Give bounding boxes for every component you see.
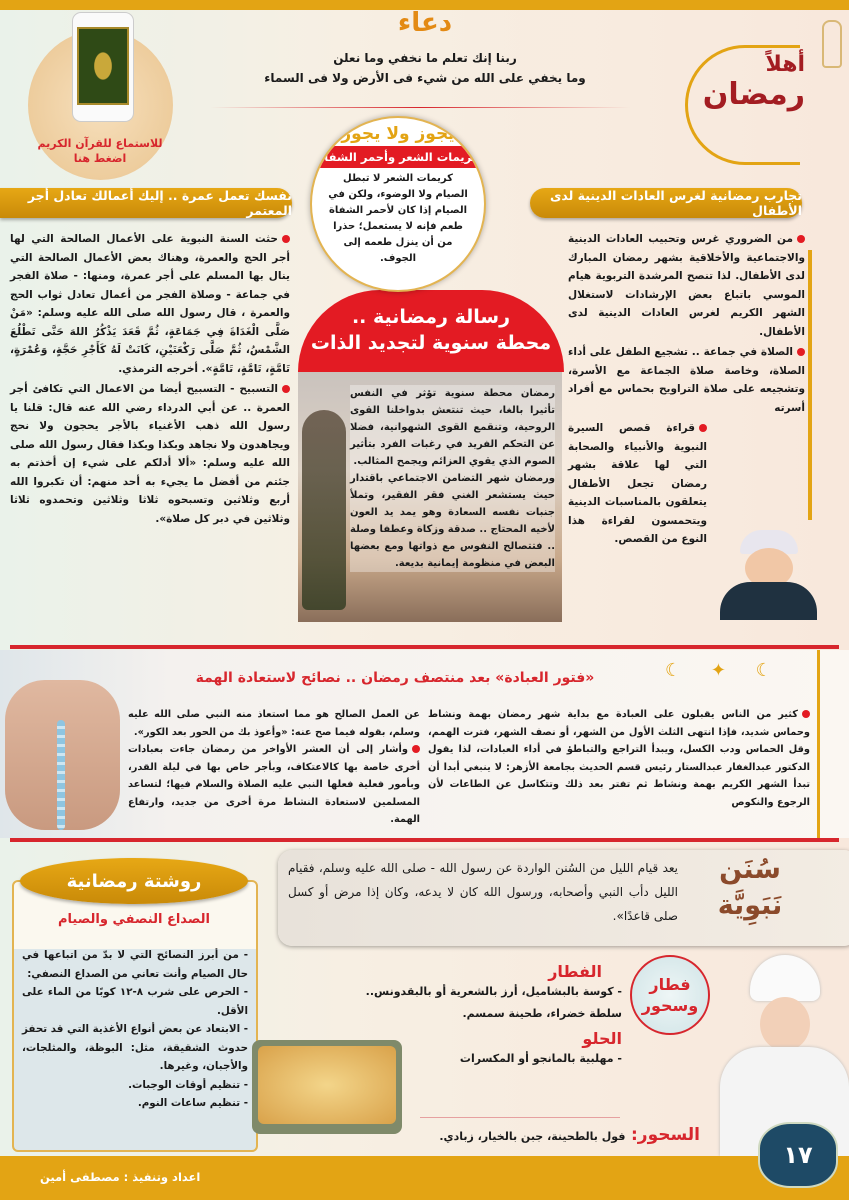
roshta-title: روشتة رمضانية (20, 858, 248, 904)
paragraph: رمضان محطة سنوية تؤثر في النفس تأثيرا بالغا، حيث تنتعش بدواخلنا القوى الروحية، وتنقمع القوى الشهوانية، فضلا عن التحكم الفريد في رغبات الفرد بتأثير الصوم الذي يقوي العزائم ويجمح المثالب. (350, 388, 555, 467)
badge-line1: فطار (649, 975, 691, 994)
menu-list (320, 962, 622, 1070)
duaa-line: ربنا إنك تعلم ما نخفي وما نعلن (333, 51, 517, 65)
bullet-icon (802, 710, 810, 718)
duaa-title: دعاء (397, 8, 453, 38)
center-title-line2: محطة سنوية لتجديد الذات (310, 332, 552, 354)
sohour-title: السحور: (630, 1125, 700, 1145)
badge-line2: وسحور (641, 996, 699, 1015)
roshta-item: - تنظيم ساعات النوم. (137, 1097, 248, 1109)
sunan-title-line2: نَبَوِيَّة (717, 890, 783, 921)
paragraph: من الضروري غرس وتحبيب العادات الدينية والاجتماعية والأخلاقية بشهر رمضان المبارك لدى الأطفال. لذا تنصح المرشدة التربوية هيام الموسي باتباع بعض الإرشادات لاستغلال الشهر الكريم لغرس العادات الدينية لدى الأطفال. (568, 233, 805, 338)
quran-label: للاستماع للقرآن الكريم (37, 137, 163, 150)
fotour-right-column: كثير من الناس يقبلون على العبادة مع بداية شهر رمضان بهمة ونشاط وحماس شديد، فإذا انتهى الثلث الأول من الشهر، أو نصف الشهر، فترت الهمم، وقل الحماس ودب الكسل، ويبدأ التراجع والتباطؤ في أداء العبادات، لذا يقول الدكتور عبدالغفار عبدالستار رئيس قسم الحديث بجامعة الأزهر: لا ينبغي أبدا أن تبدأ الشهر الكريم بهمة ونشاط ثم تفتر بعد ذلك وتتكاسل عن الطاعات لأن الرجوع والنكوص (428, 709, 810, 808)
quran-link[interactable] (30, 136, 170, 166)
woman-silhouette (302, 410, 346, 610)
lantern-icon (822, 20, 842, 68)
yajuz-title: يجوز ولا يجوز (341, 124, 455, 144)
welcome-line1: أهلاً (765, 52, 805, 77)
left-article-title: نفسك تعمل عمرة .. إليك أعمالك تعادل أجر المعتمر (0, 188, 292, 218)
sunan-title-line1: سُنَن (719, 854, 781, 885)
welcome-line2: رمضان (702, 77, 805, 112)
center-article-body (350, 385, 555, 572)
paragraph: وأشار إلى أن العشر الأواخر من رمضان جاءت بعبادات أخرى خاصة بها كالاعتكاف، وبأجر خاص بها في ليلة القدر، وبأمور فعلية فعلها النبي عليه الصلاة والسلام فيها؛ لتساعد المسلمين لاستعادة النشاط مرة أخرى من جديد، وارتفاع الهمة. (128, 744, 420, 825)
duaa-line: وما يخفي على الله من شيء فى الأرض ولا فى السماء (264, 71, 586, 85)
footer-credit: اعداد وتنفيذ : مصطفى أمين (40, 1170, 201, 1184)
lanterns-icon: ☾ ✦ ☾ (665, 660, 784, 681)
fitar-text: سلطة خضراء، طحينة سمسم. (462, 1007, 622, 1020)
sunan-body: يعد قيام الليل من السُنن الواردة عن رسول الله - صلى الله عليه وسلم، فقيام الليل دأب النبي وأصحابه، ورسول الله كان لا يدعه، وكان إذا مرض أو كسل صلى قاعدًا». (288, 861, 678, 923)
helw-title: الحلو (582, 1029, 622, 1048)
fotour-title: «فتور العبادة» بعد منتصف رمضان .. نصائح لاستعادة الهمة (195, 670, 595, 686)
right-article-title: تجارب رمضانية لغرس العادات الدينية لدى الأطفال (530, 188, 802, 218)
hand-prayer-beads-image (5, 680, 120, 830)
bullet-icon (412, 745, 420, 753)
bullet-icon (282, 235, 290, 243)
fitar-text: - كوسة بالبشاميل، أرز بالشعرية أو بالبقدونس.. (365, 985, 622, 998)
center-title-line1: رسالة رمضانية .. (351, 306, 511, 328)
welcome-logo (695, 52, 805, 113)
paragraph: حثت السنة النبوية على الأعمال الصالحة التي لها أجر الحج والعمرة، وهناك بعض الأعمال الصالحة التي ينال بها المسلم على أجر عمرة، ومنها: - صلاة الفجر في جماعة - وصلاة الفجر من أعمال تعادل ثواب الحج والعمرة ، قال رسول الله صلى الله عليه وسلم: «مَنْ صَلَّى الْغَدَاةَ فِي جَمَاعَةٍ، ثُمَّ قَعَدَ يَذْكُرُ اللهَ حَتَّى تَطْلُعَ الشَّمْسُ، ثُمَّ صَلَّى رَكْعَتَيْنِ، كَانَتْ لَهُ كَأَجْرِ حَجَّةٍ، وَعُمْرَةٍ، تَامَّةٍ، تَامَّةٍ، تَامَّةٍ». أخرجه الترمذي. (10, 233, 290, 375)
bullet-icon (282, 385, 290, 393)
sohour-line (405, 1125, 700, 1145)
phone-image[interactable] (72, 12, 134, 122)
vertical-accent (808, 250, 812, 520)
right-article-body (568, 230, 805, 549)
bullet-icon (797, 348, 805, 356)
fitar-title: الفطار (548, 962, 602, 981)
yajuz-subtitle: كريمات الشعر وأحمر الشفاة (312, 146, 484, 168)
vertical-accent (817, 650, 820, 838)
paragraph: قراءة قصص السيرة النبوية والأنبياء والصحابة التي لها علاقة بشهر رمضان تجعل الأطفال يتعلقون بالمناسبات الدينية ويتحمسون لقراءة هذا النوع من القصص. (568, 422, 707, 545)
sunan-title (690, 852, 810, 924)
yajuz-body: كريمات الشعر لا تبطل الصيام ولا الوضوء، ولكن في الصيام إذا كان لأحمر الشفاة طعم فإنه لا يستعمل؛ حذرا من أن ينزل طعمه إلى الجوف. (328, 173, 468, 264)
paragraph: التسبيح - التسبيح أيضا من الاعمال التي تكافئ أجر العمرة .. عن أبي الدرداء رضي الله عنه قال: قلنا يا رسول الله ذهب الأغنياء بالأجر يحجون ولا نحج ويجاهدون ولا نجاهد وبكذا وبكذا فقال رسول الله صلى الله عليه وسلم: «ألا أدلكم على شيء إن أخذتم به جئتم من أفضل ما يجيء به أحد منهم: أن تكبروا الله أربع وثلاثين وتسبحوه ثلاثا وثلاثين وتحمدوه ثلاثا وثلاثين في دبر كل صلاة». (10, 383, 290, 525)
helw-text: - مهلبية بالمانجو أو المكسرات (459, 1052, 622, 1065)
center-title-banner (298, 290, 564, 372)
quran-icon (77, 27, 129, 105)
quran-click-label: اضغط هنا (73, 152, 127, 165)
left-article-body (10, 230, 290, 528)
roshta-item: - الابتعاد عن بعض أنواع الأغذية التي قد تحفز حدوث الشقيقة، مثل: البوظة، والمثلجات، والأجبان، وغيرها. (22, 1023, 248, 1072)
divider (210, 107, 630, 108)
divider (420, 1117, 620, 1118)
roshta-item: - تنظيم أوقات الوجبات. (128, 1078, 248, 1091)
duaa-text (230, 48, 620, 88)
divider (10, 838, 839, 842)
roshta-list (22, 946, 248, 1113)
paragraph: عن العمل الصالح هو مما استعاذ منه النبي صلى الله عليه وسلم، بقوله فيما صح عنه: «وأعوذ بك من الحور بعد الكور». (128, 709, 420, 738)
fotour-left-column (128, 706, 420, 829)
bullet-icon (699, 424, 707, 432)
roshta-subtitle: الصداع النصفي والصيام (58, 912, 210, 927)
paragraph: الصلاة في جماعة .. تشجيع الطفل على أداء الصلاة، وخاصة صلاة الجماعة مع الأسرة، وتشجيعه على صلاة التراويح بحماس مع أفراد أسرته (568, 346, 805, 414)
roshta-item: - من أبرز النصائح التي لا بدّ من اتباعها في حال الصيام وأنت تعاني من الصداع النصفي: (22, 949, 248, 980)
paragraph: ورمضان شهر التضامن الاجتماعي باقتدار حيث يستشعر الغني فقر الفقير، وتملأ جنبات نفسه السعادة وهو يمد يد العون لأخيه المحتاج .. صدقة وزكاة وعطفا وصلة .. فتتصالح النفوس مع ذواتها ومع بعضها البعض في منظومة إيمانية بديعة. (350, 473, 555, 569)
yajuz-circle (310, 116, 486, 292)
sohour-text: فول بالطحينة، جبن بالخيار، زبادي. (439, 1130, 626, 1143)
divider (10, 645, 839, 649)
fitar-sohour-badge (630, 955, 710, 1035)
roshta-item: - الحرص على شرب ٨-١٢ كوبًا من الماء على الأقل. (22, 986, 248, 1017)
bullet-icon (797, 235, 805, 243)
page-number-badge: ١٧ (758, 1122, 838, 1188)
